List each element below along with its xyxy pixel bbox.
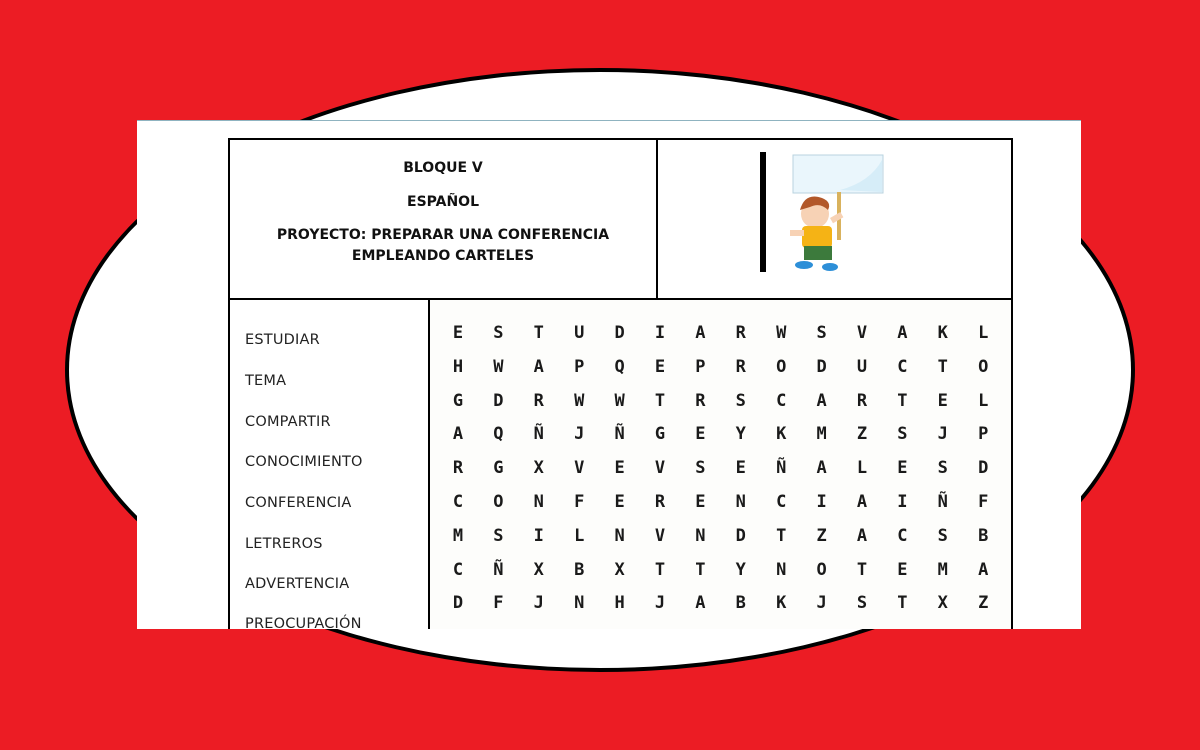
grid-letter[interactable]: O [816,559,827,580]
grid-letter[interactable]: S [735,390,746,411]
grid-letter[interactable]: L [978,390,989,411]
grid-letter[interactable]: W [574,390,585,411]
grid-letter[interactable]: T [695,559,706,580]
grid-letter[interactable]: G [493,458,504,479]
grid-letter[interactable]: R [856,390,868,411]
grid-letter[interactable]: N [695,525,706,546]
word-list-item: ADVERTENCIA [245,576,350,592]
grid-letter[interactable]: D [493,390,504,411]
subject-title: ESPAÑOL [407,194,479,210]
grid-letter[interactable]: P [978,424,989,445]
grid-letter[interactable]: V [654,458,666,479]
grid-letter[interactable]: R [452,458,464,479]
grid-letter[interactable]: B [574,559,585,580]
grid-letter[interactable]: V [856,323,868,343]
grid-letter[interactable]: A [695,323,706,343]
grid-letter[interactable]: X [533,458,544,479]
word-list-item: CONFERENCIA [245,495,352,511]
grid-letter[interactable]: N [574,593,585,614]
grid-letter[interactable]: O [493,492,504,512]
grid-letter[interactable]: F [978,492,989,512]
grid-letter[interactable]: Ñ [937,492,948,512]
grid-letter[interactable]: I [897,492,908,512]
grid-letter[interactable]: I [654,323,666,343]
grid-letter[interactable]: O [776,356,787,377]
grid-letter[interactable]: P [695,356,706,377]
grid-letter[interactable]: V [574,458,585,479]
grid-letter[interactable]: M [816,424,827,445]
grid-letter[interactable]: E [614,458,625,479]
sheet-header [230,140,1011,300]
word-list-item: ESTUDIAR [245,332,320,348]
letter-grid [430,300,1011,629]
grid-letter[interactable]: A [695,593,706,614]
grid-letter[interactable]: J [533,593,544,614]
grid-letter[interactable]: L [978,323,989,343]
grid-row [430,458,1011,492]
grid-letter[interactable]: S [695,458,706,479]
project-title-line2: EMPLEANDO CARTELES [351,248,535,264]
grid-letter[interactable]: B [978,525,989,546]
grid-letter[interactable]: S [937,525,948,546]
grid-letter[interactable]: T [654,559,666,580]
grid-letter[interactable]: Q [614,356,625,377]
grid-letter[interactable]: W [776,323,787,343]
grid-letter[interactable]: T [937,356,948,377]
grid-letter[interactable]: P [574,356,585,377]
grid-letter[interactable]: U [856,356,868,377]
grid-letter[interactable]: Ñ [776,458,787,479]
grid-letter[interactable]: L [856,458,868,479]
grid-letter[interactable]: D [816,356,827,377]
grid-letter[interactable]: L [574,525,585,546]
grid-letter[interactable]: D [452,593,464,614]
grid-letter[interactable]: T [776,525,787,546]
grid-letter[interactable]: T [533,323,544,343]
grid-letter[interactable]: Z [816,525,827,546]
grid-letter[interactable]: V [654,525,666,546]
grid-letter[interactable]: T [897,593,908,614]
grid-letter[interactable]: Y [735,559,746,580]
grid-letter[interactable]: M [452,525,464,546]
grid-row [430,357,1011,391]
grid-letter[interactable]: E [654,356,666,377]
grid-letter[interactable]: H [614,593,625,614]
word-list-item: TEMA [245,373,287,389]
grid-letter[interactable]: E [897,458,908,479]
grid-letter[interactable]: O [978,356,989,377]
title-cell [230,140,658,298]
grid-letter[interactable]: A [533,356,544,377]
grid-letter[interactable]: W [614,390,625,411]
grid-letter[interactable]: A [816,390,827,411]
grid-letter[interactable]: R [533,390,544,411]
grid-letter[interactable]: Ñ [493,559,504,580]
grid-letter[interactable]: T [856,559,868,580]
grid-letter[interactable]: A [452,424,464,445]
word-list-item: LETREROS [245,536,323,552]
grid-letter[interactable]: Z [978,593,989,614]
grid-letter[interactable]: S [937,458,948,479]
grid-letter[interactable]: J [937,424,948,445]
word-list-item: COMPARTIR [245,414,331,430]
grid-letter[interactable]: H [452,356,464,377]
grid-letter[interactable]: S [856,593,868,614]
grid-row [430,560,1011,594]
grid-letter[interactable]: A [816,458,827,479]
grid-letter[interactable]: S [897,424,908,445]
grid-letter[interactable]: E [937,390,948,411]
grid-letter[interactable]: S [816,323,827,343]
grid-letter[interactable]: S [493,525,504,546]
grid-letter[interactable]: K [937,323,948,343]
grid-letter[interactable]: T [897,390,908,411]
grid-letter[interactable]: B [735,593,746,614]
block-title: BLOQUE V [403,160,483,176]
grid-letter[interactable]: S [493,323,504,343]
grid-letter[interactable]: F [574,492,585,512]
grid-letter[interactable]: Ñ [533,424,544,445]
grid-letter[interactable]: N [614,525,625,546]
grid-letter[interactable]: T [654,390,666,411]
grid-letter[interactable]: U [574,323,585,343]
word-search-sheet [228,138,1013,629]
grid-letter[interactable]: N [776,559,787,580]
grid-letter[interactable]: J [816,593,827,614]
grid-letter[interactable]: Z [856,424,868,445]
word-list-item: CONOCIMIENTO [245,454,363,470]
grid-letter[interactable]: X [937,593,948,614]
grid-letter[interactable]: K [776,593,787,614]
grid-row [430,424,1011,458]
grid-letter[interactable]: N [735,492,746,512]
grid-letter[interactable]: C [776,492,787,512]
grid-letter[interactable]: N [533,492,544,512]
word-list-item: PREOCUPACIÓN [245,616,362,629]
grid-letter[interactable]: G [452,390,464,411]
grid-letter[interactable]: M [937,559,948,580]
illustration-cell [658,140,1011,298]
grid-letter[interactable]: D [735,525,746,546]
grid-letter[interactable]: Q [493,424,504,445]
grid-letter[interactable]: X [614,559,625,580]
grid-letter[interactable]: E [614,492,625,512]
grid-letter[interactable]: W [493,356,504,377]
grid-row [430,526,1011,560]
grid-letter[interactable]: R [735,323,746,343]
grid-letter[interactable]: R [735,356,746,377]
grid-letter[interactable]: R [695,390,706,411]
boy-holding-sign-icon [760,152,886,274]
grid-letter[interactable]: X [533,559,544,580]
grid-letter[interactable]: D [614,323,625,343]
word-list [230,300,430,629]
grid-letter[interactable]: G [654,424,666,445]
grid-letter[interactable]: E [452,323,464,343]
grid-letter[interactable]: F [493,593,504,614]
grid-row [430,391,1011,425]
grid-letter[interactable]: A [856,492,868,512]
grid-letter[interactable]: A [978,559,989,580]
grid-letter[interactable]: K [776,424,787,445]
grid-letter[interactable]: I [533,525,544,546]
grid-letter[interactable]: A [856,525,868,546]
grid-letter[interactable]: D [978,458,989,479]
grid-letter[interactable]: E [897,559,908,580]
grid-letter[interactable]: E [695,424,706,445]
grid-row [430,593,1011,627]
project-title-line1: PROYECTO: PREPARAR UNA CONFERENCIA [276,227,610,243]
grid-row [430,323,1011,357]
grid-letter[interactable]: I [816,492,827,512]
grid-letter[interactable]: E [735,458,746,479]
grid-letter[interactable]: R [654,492,666,512]
grid-letter[interactable]: A [897,323,908,343]
grid-letter[interactable]: C [897,356,908,377]
grid-letter[interactable]: Y [735,424,746,445]
grid-letter[interactable]: C [897,525,908,546]
grid-letter[interactable]: E [695,492,706,512]
worksheet-card [137,120,1081,629]
grid-letter[interactable]: J [654,593,666,614]
grid-letter[interactable]: C [452,559,464,580]
grid-letter[interactable]: C [452,492,464,512]
grid-row [430,492,1011,526]
grid-letter[interactable]: C [776,390,787,411]
grid-letter[interactable]: J [574,424,585,445]
grid-letter[interactable]: Ñ [614,424,625,445]
